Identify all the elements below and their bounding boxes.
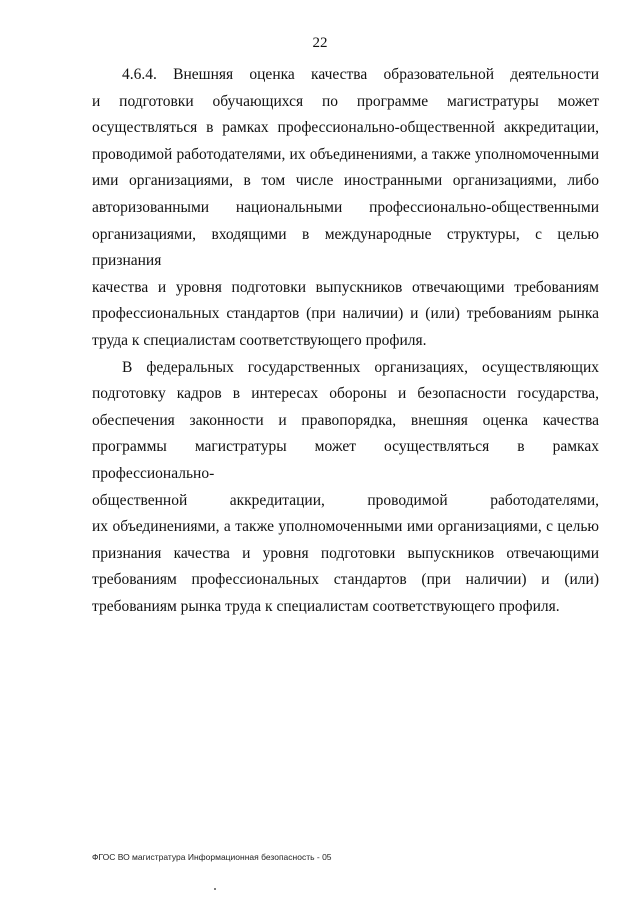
- scan-speck: [214, 888, 216, 890]
- document-body: [92, 62, 599, 620]
- paragraph-line: качества и уровня подготовки выпускников отвечающими требованиям: [92, 278, 599, 296]
- paragraph-line: общественной аккредитации, проводимой работодателями,: [92, 491, 599, 509]
- paragraph-line: осуществляться в рамках профессионально-общественной аккредитации,: [92, 119, 599, 137]
- paragraph-line: требованиям профессиональных стандартов (при наличии) и (или): [92, 571, 599, 589]
- paragraph-line: проводимой работодателями, их объединениями, а также уполномоченными: [92, 145, 599, 163]
- page-footer: ФГОС ВО магистратура Информационная безопасность - 05: [92, 852, 332, 862]
- paragraph-line: организациями, входящими в международные структуры, с целью признания: [92, 225, 599, 270]
- paragraph-line: программы магистратуры может осуществляться в рамках профессионально-: [92, 438, 599, 482]
- paragraph-line: подготовку кадров в интересах обороны и безопасности государства,: [92, 385, 599, 403]
- page-number: 22: [312, 35, 328, 51]
- paragraph-4-6-4: [92, 62, 599, 355]
- paragraph-federal-organizations: [92, 355, 599, 621]
- paragraph-line: авторизованными национальными профессионально-общественными: [92, 198, 599, 216]
- paragraph-line: требованиям рынка труда к специалистам соответствующего профиля.: [92, 597, 560, 615]
- paragraph-line: В федеральных государственных организациях, осуществляющих: [122, 358, 599, 376]
- paragraph-line: профессиональных стандартов (при наличии) и (или) требованиям рынка: [92, 305, 599, 323]
- paragraph-line: 4.6.4. Внешняя оценка качества образовательной деятельности: [122, 66, 599, 83]
- paragraph-line: их объединениями, а также уполномоченными ими организациями, с целью: [92, 518, 599, 536]
- paragraph-line: и подготовки обучающихся по программе магистратуры может: [92, 92, 599, 110]
- paragraph-line: обеспечения законности и правопорядка, внешняя оценка качества: [92, 411, 599, 429]
- paragraph-line: признания качества и уровня подготовки выпускников отвечающими: [92, 544, 599, 562]
- paragraph-line: ими организациями, в том числе иностранными организациями, либо: [92, 172, 599, 190]
- paragraph-line: труда к специалистам соответствующего профиля.: [92, 331, 427, 349]
